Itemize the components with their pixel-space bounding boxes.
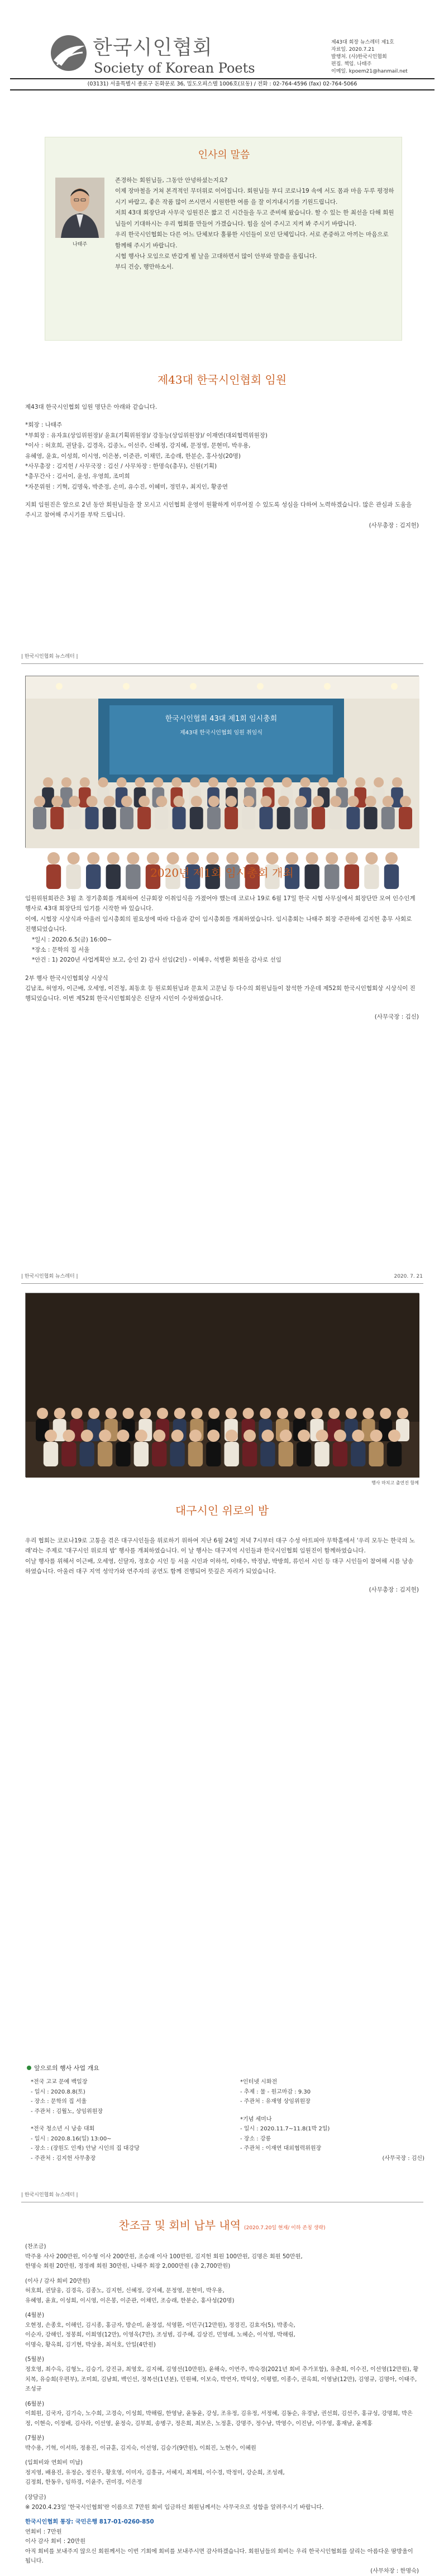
- person-head: [363, 1408, 374, 1419]
- person-figure: [50, 807, 64, 829]
- greeting-paragraph: 저희 43대 회장단과 사무국 임원진은 짧고 긴 시간들을 두고 준비해 왔습니다. 할 수 있는 한 최선을 다해 회원님들이 기대하시는 우리 협회를 만들어 가겠습니다. 힘을 실어 주시고 지켜 봐 주시기 바랍니다.: [115, 209, 394, 227]
- officers-line: *이사 : 허호희, 권달웅, 김경옥, 김종노, 이선주, 신혜정, 강지혜, 문정영, 문현미, 박우용,: [25, 442, 251, 450]
- donation-line: 이사 감사 회비 : 20만원: [25, 2539, 86, 2545]
- donation-line: 유혜영, 윤효, 이성희, 이시영, 이은봉, 이준관, 이채민, 조승래, 한분순, 홍사성(20명): [25, 2297, 235, 2304]
- logo-korean: 한국시인협회: [93, 36, 213, 59]
- donation-line: 한명숙 회원 20만원, 정정례 회원 30만원, 나태주 회장 2,000만원 (총 2,700만원): [25, 2263, 231, 2270]
- schedule-line: - 일시 : 2020.8.8(토): [31, 2088, 85, 2095]
- donation-line: 정호영, 최수옥, 김형노, 김승기, 강진규, 최영호, 김지혜, 김영선(10만원), 윤해숙, 이연주, 박숙경(2021년 회비 추가포함), 유춘희, 이수진, 이선영(12만원), 황치복, 유승희(우편부), 조미희, 김남희, 백인선, 정복선(1년분), 민원혜, 이보숙, 박연자, 박덕상, 이평렬, 이종수, 권옥희, 이영남(12만), 김영규, 김명아, 이태주, 조성규: [25, 2367, 419, 2393]
- person-figure: [294, 807, 308, 829]
- donation-line: 아직 회비를 보내주지 않으신 회원께서는 이번 기회에 회비를 보내주시면 감사하겠습니다. 회원님들의 회비는 우리 한국시인협회를 살리는 아름다운 땀방울이 됩니다.: [25, 2548, 413, 2565]
- person-head: [80, 777, 90, 787]
- person-figure: [314, 1442, 329, 1466]
- person-figure: [188, 1442, 203, 1466]
- officers-line: *회장 : 나태주: [25, 422, 63, 429]
- person-head: [171, 777, 182, 787]
- bullet-dot-icon: [27, 2066, 31, 2070]
- person-head: [54, 1408, 65, 1419]
- schedule-line: *전국 청소년 시 낭송 대회: [31, 2126, 95, 2132]
- person-figure: [224, 1442, 238, 1466]
- person-head: [226, 1430, 238, 1442]
- person-head: [346, 1408, 357, 1419]
- person-head: [34, 796, 45, 807]
- person-figure: [297, 1442, 311, 1466]
- person-head: [226, 796, 237, 807]
- person-head: [207, 1430, 219, 1442]
- person-figure: [351, 1442, 365, 1466]
- person-head: [295, 796, 307, 807]
- person-head: [330, 796, 341, 807]
- person-head: [260, 1408, 271, 1419]
- person-head: [87, 852, 99, 864]
- schedule-line: - 일시 : 2020.8.16(일) 13:00~: [31, 2135, 112, 2142]
- photo-caption: 행사 마치고 출연진 함께: [371, 1480, 419, 1485]
- donation-line: 허호희, 권달웅, 김경옥, 김종노, 김지헌, 신혜정, 강지혜, 문정영, 문현미, 박우용,: [25, 2288, 225, 2295]
- person-figure: [346, 807, 360, 829]
- banner-subtitle: 제43대 한국시인협회 임원 취임식: [180, 730, 262, 736]
- person-head: [207, 852, 219, 864]
- person-figure: [381, 807, 395, 829]
- officers-line: *자문위원 : 기혁, 김명욱, 박준정, 손미, 유수진, 이혜미, 정민우, 최지인, 황종연: [25, 483, 228, 490]
- donation-line: (이사 / 감사 회비 20만원): [25, 2278, 90, 2285]
- daegu-body: [25, 1536, 419, 1595]
- schedule-line: - 장소 : (장원도 인재) 안남 시인의 집 대강당: [31, 2145, 140, 2152]
- person-head: [208, 796, 219, 807]
- donation-line: ※ 2020.4.23일 '한국시인협회'란 이름으로 7만원 회비 입금하신 회원님께서는 사무국으로 성함을 알려주시기 바랍니다.: [25, 2504, 324, 2511]
- group-photo-icon: [26, 676, 419, 848]
- person-head: [147, 852, 159, 864]
- person-figure: [399, 807, 412, 829]
- person-figure: [98, 1442, 112, 1466]
- person-head: [45, 1430, 57, 1442]
- meeting-signature: (사무국장 : 김신): [374, 1013, 419, 1020]
- person-figure: [387, 1442, 402, 1466]
- person-head: [388, 1430, 400, 1442]
- person-figure: [33, 807, 46, 829]
- person-head: [98, 777, 108, 787]
- person-head: [191, 796, 202, 807]
- person-figure: [312, 807, 325, 829]
- person-head: [140, 1408, 151, 1419]
- schedule-line: - 주관처 : 김지헌 사무총장: [31, 2155, 96, 2162]
- person-head: [157, 1408, 168, 1419]
- person-figure: [170, 1442, 184, 1466]
- person-figure: [68, 807, 81, 829]
- person-head: [123, 1408, 134, 1419]
- person-head: [51, 796, 63, 807]
- person-head: [167, 852, 179, 864]
- person-figure: [155, 807, 168, 829]
- donation-title: 찬조금 및 회비 납부 내역: [118, 2219, 241, 2232]
- person-head: [300, 777, 311, 787]
- person-head: [346, 852, 358, 864]
- donation-subtitle: (2020.7.20일 현재/ 이하 존칭 생략): [244, 2225, 326, 2231]
- person-portrait-icon: [55, 178, 104, 238]
- person-head: [306, 852, 318, 864]
- person-head: [37, 1408, 48, 1419]
- person-head: [397, 1408, 408, 1419]
- schedule-line: *기념 세미나: [240, 2116, 272, 2123]
- person-head: [189, 1430, 202, 1442]
- person-head: [208, 1408, 219, 1419]
- person-head: [63, 1430, 75, 1442]
- person-head: [208, 777, 218, 787]
- schedule-line: - 장소 : 문학의 집 서울: [31, 2099, 87, 2105]
- person-head: [61, 777, 71, 787]
- greeting-paragraph: 시협 행사나 모임으로 반갑게 뵐 날을 고대하면서 많이 안부와 말씀을 올립니다.: [115, 252, 317, 260]
- section-divider: [21, 1283, 423, 1284]
- person-head: [226, 852, 238, 864]
- donation-line: (사무차장 : 한명숙): [370, 2568, 419, 2574]
- officers-body: [25, 402, 419, 531]
- person-head: [153, 777, 163, 787]
- photo-caption: 나태주: [72, 242, 88, 247]
- issue-line: 제43대 회장 뉴스레터 제1호: [331, 40, 394, 45]
- donation-line: 연회비 : 7만원: [25, 2529, 62, 2535]
- contact-bar: (03131) 서울특별시 종로구 돈화문로 36, 밀도오피스텔 1006호(묘동) / 전화 : 02-764-4596 (fax) 02-764-5066: [10, 78, 435, 90]
- schedule-signature: (사무국장 : 김신): [382, 2155, 424, 2162]
- donation-line: (입회비와 연회비 미납): [25, 2460, 83, 2467]
- person-head: [171, 1430, 184, 1442]
- daegu-signature: (사무총장 : 김지헌): [369, 1586, 419, 1593]
- meeting-line: 이에, 시협장 시상식과 아울러 임시총회의 필요성에 따라 다음과 같이 임시총회를 개최하였습니다. 임시총회는 나태주 회장 주관하에 김지헌 총무 사회로 진행되었습니다.: [25, 915, 412, 933]
- person-head: [187, 852, 199, 864]
- person-figure: [85, 807, 99, 829]
- person-head: [261, 1430, 274, 1442]
- donation-line: (4월분): [25, 2312, 45, 2319]
- person-figure: [134, 1442, 149, 1466]
- person-figure: [44, 1442, 58, 1466]
- officers-line: 지회 임원진은 앞으로 2년 동안 회원님들을 잘 모시고 시인협회 운영이 원활하게 이루어질 수 있도록 성심을 다하여 노력하겠습니다. 많은 관심과 도움을 주시고 참여해 주시기를 부탁 드립니다.: [25, 501, 412, 519]
- person-head: [107, 852, 120, 864]
- donation-line: 이순자, 강해인, 정봉희, 이희영(12만), 이영욱(7만), 조성범, 김주혜, 김상진, 민영래, 노혜순, 이석영, 박해림,: [25, 2332, 295, 2339]
- logo-mark-icon: [49, 34, 88, 73]
- person-figure: [120, 807, 133, 829]
- donation-line: 박주용 사사 200만원, 이수형 이사 200만원, 조승래 이사 100만원, 김지헌 회원 100만원, 김명은 회원 50만원,: [25, 2253, 303, 2260]
- person-head: [156, 796, 167, 807]
- person-head: [374, 777, 384, 787]
- officers-line: 유혜영, 윤효, 이성희, 이시영, 이은봉, 이준관, 이채민, 조승래, 한분순, 홍사성(20명): [25, 452, 241, 460]
- schedule-right: [240, 2077, 424, 2163]
- person-head: [174, 1408, 185, 1419]
- person-head: [264, 777, 274, 787]
- person-figure: [259, 807, 273, 829]
- person-head: [278, 796, 289, 807]
- person-head: [121, 796, 132, 807]
- person-head: [365, 852, 378, 864]
- officers-line: 제43대 한국시인협회 임원 명단은 아래와 같습니다.: [25, 404, 157, 410]
- schedule-line: - 추제 : 물 - 원고마감 : 9.30: [240, 2088, 311, 2095]
- issue-line: 이메일. kpoem21@hanmail.net: [331, 69, 408, 75]
- person-head: [355, 777, 365, 787]
- donation-line: 정지영, 배용진, 유정순, 정진우, 황호영, 이미자, 김흥규, 서혜지, 최계희, 이수경, 박정미, 강순희, 조성례,: [25, 2469, 285, 2476]
- person-head: [318, 777, 328, 787]
- officers-line: *부회장 : 유자효(상임위원장)/ 윤효(기획위원장)/ 강동능(상임위원장)/ 이재연(대외협력위원장): [25, 432, 268, 439]
- issue-line: 자료일. 2020.7.21: [331, 47, 375, 53]
- person-head: [365, 796, 376, 807]
- issue-line: 편집. 책임. 나태주: [331, 61, 372, 68]
- person-head: [337, 777, 347, 787]
- person-head: [68, 852, 80, 864]
- greeting-paragraph: 우리 한국시인협회는 다른 어느 단체보다 훌륭한 시인들이 모인 단체입니다. 서로 존중하고 아끼는 마음으로 함께해 주시기 바랍니다.: [115, 231, 389, 249]
- officers-line: *사무총장 : 김지헌 / 사무국장 : 김신 / 사무차장 : 한명숙(총무), 신원(기획): [25, 462, 217, 470]
- person-head: [326, 852, 338, 864]
- person-figure: [225, 807, 238, 829]
- donation-line: (5월분): [25, 2357, 45, 2363]
- person-head: [380, 1408, 391, 1419]
- donation-line: 박수용, 기혁, 이서하, 정용진, 이규훈, 김지숙, 이선영, 김승기(9만원), 이희진, 노현수, 이혜원: [25, 2445, 256, 2451]
- donation-line: 이희원, 김국자, 김기숙, 노수희, 고경숙, 이성희, 박해림, 한영남, 윤동윤, 강성, 조유정, 김유정, 서정혜, 김동순, 유경남, 권선희, 김선주, 홍규성, 강명희, 박은정, 이현숙, 이정배, 김사라, 이선영, 윤정숙, 김부희, 송병구, 정은희, 최보은, 노정훈, 강명주, 정수남, 박영수, 이진남, 이주영, 홍재남, 윤계홍: [25, 2411, 413, 2427]
- schedule-line: *인터넷 시화전: [240, 2079, 278, 2085]
- person-head: [99, 1430, 111, 1442]
- meeting-photo: [25, 676, 419, 848]
- person-head: [316, 1430, 328, 1442]
- person-head: [313, 796, 324, 807]
- person-head: [392, 777, 402, 787]
- greeting-box: [45, 137, 402, 341]
- person-figure: [207, 807, 221, 829]
- section-date: 2020. 7. 21: [394, 1274, 423, 1279]
- person-head: [334, 1430, 346, 1442]
- banner-title: 한국시인협회 43대 제1회 임시총회: [165, 715, 278, 723]
- donation-line: (장담금): [25, 2494, 46, 2501]
- president-photo: [55, 178, 104, 238]
- schedule-line: - 장소 : 강릉: [240, 2135, 271, 2142]
- donation-line: 오현정, 손종호, 이해인, 김시종, 홍금자, 방순미, 윤정섭, 석영환, 이민구(12만원), 정경진, 김효자(5), 박종숙,: [25, 2322, 295, 2329]
- donation-line: (찬조금): [25, 2244, 46, 2250]
- donation-title-row: [0, 2217, 444, 2234]
- person-head: [311, 1408, 322, 1419]
- section-tag: | 한국시인협회 뉴스레터 |: [21, 2192, 78, 2198]
- person-head: [347, 796, 359, 807]
- person-head: [81, 1430, 93, 1442]
- person-head: [47, 852, 60, 864]
- stage-photo-icon: [26, 1293, 419, 1478]
- logo: [49, 34, 284, 76]
- person-head: [106, 1408, 117, 1419]
- person-head: [226, 1408, 237, 1419]
- meeting-line: *일시 : 2020.6.5(금) 16:00~: [32, 936, 112, 943]
- person-head: [139, 796, 150, 807]
- person-head: [385, 852, 398, 864]
- donation-line: 이명숙, 황옥희, 김기현, 박상용, 최석호, 안일(4만원): [25, 2341, 156, 2348]
- person-head: [127, 852, 139, 864]
- meeting-line: 김남조, 허영자, 이근배, 오세영, 이건청, 최동호 등 원로회원님과 문효치 고문님 등 다수의 회원님들이 참석한 가운데 제52회 한국시인협회상 시상식이 진행되었습니다. 이번 제52회 한국시인협회상은 신달자 시인이 수상하였습니다.: [25, 985, 416, 1002]
- person-figure: [173, 807, 186, 829]
- section-divider: [21, 663, 423, 664]
- greeting-paragraph: 부디 건승, 행만하소서.: [115, 264, 174, 271]
- person-head: [190, 777, 200, 787]
- person-head: [294, 1408, 305, 1419]
- daegu-photo: [25, 1293, 419, 1477]
- person-head: [328, 1408, 340, 1419]
- schedule-line: - 주관처 : 김월노, 상임위원장: [31, 2108, 103, 2115]
- person-head: [135, 1430, 147, 1442]
- schedule-heading: [27, 2063, 99, 2073]
- person-head: [243, 1408, 254, 1419]
- person-figure: [279, 1442, 293, 1466]
- donation-body: [25, 2242, 419, 2576]
- person-head: [174, 796, 185, 807]
- issue-info: [331, 39, 429, 75]
- person-head: [246, 852, 259, 864]
- person-figure: [137, 807, 151, 829]
- person-head: [400, 796, 411, 807]
- person-head: [117, 1430, 129, 1442]
- person-figure: [333, 1442, 347, 1466]
- donation-line: (6월분): [25, 2401, 45, 2407]
- person-head: [280, 1430, 292, 1442]
- person-head: [69, 796, 80, 807]
- daegu-title: 대구시인 위로의 밤: [175, 1504, 269, 1517]
- person-head: [286, 852, 298, 864]
- person-figure: [242, 807, 255, 829]
- person-head: [87, 796, 98, 807]
- person-head: [191, 1408, 202, 1419]
- section-tag: | 한국시인협회 뉴스레터 |: [21, 654, 78, 659]
- person-head: [43, 777, 53, 787]
- person-head: [260, 796, 271, 807]
- person-figure: [61, 1442, 76, 1466]
- schedule-line: - 주관처 : 이재연 대외협력위원장: [240, 2145, 322, 2152]
- person-head: [117, 777, 127, 787]
- person-head: [370, 1430, 383, 1442]
- person-head: [298, 1430, 310, 1442]
- person-figure: [260, 1442, 275, 1466]
- donation-line: (7월분): [25, 2435, 45, 2442]
- greeting-paragraph: 이제 장마철을 거쳐 본격적인 무더위로 이어집니다. 회원님들 부디 코로나19 속에 서도 몸과 마음 두루 평정하시기 바랍고, 좋은 작품 많이 쓰시면서 시원한한 여름 을 잘 이겨내시기를 기원드립니다.: [115, 188, 394, 205]
- schedule-heading-text: 앞으로의 행사 사업 개요: [34, 2064, 99, 2072]
- person-figure: [329, 807, 342, 829]
- person-figure: [364, 807, 378, 829]
- meeting-line: 2부 행사 한국시인협회상 시상식: [25, 974, 108, 982]
- greeting-title: 인사의 말씀: [198, 149, 250, 161]
- logo-english: Society of Korean Poets: [94, 60, 255, 76]
- schedule-line: - 주관처 : 유재영 상임위원장: [240, 2099, 311, 2105]
- section-tag: | 한국시인협회 뉴스레터 |: [21, 1274, 78, 1279]
- person-head: [88, 1408, 99, 1419]
- person-figure: [369, 1442, 383, 1466]
- meeting-line: *장소 : 문학의 집 서울: [32, 946, 90, 953]
- person-figure: [116, 1442, 130, 1466]
- person-figure: [206, 1442, 221, 1466]
- person-figure: [103, 807, 116, 829]
- donation-line: 김정희, 한동우, 임하경, 이윤주, 권미경, 이은정: [25, 2479, 142, 2486]
- person-head: [352, 1430, 364, 1442]
- issue-line: 발행처. (사)한국시인협회: [331, 54, 387, 60]
- meeting-line: 임원위원회관은 3월 초 정기총회를 개최하여 신규회장 이취임식을 가졌어야 했는데 코로나 19로 6월 17일 한국 시협 사무실에서 회장단만 모여 인수인계 행사로 43대 회장단의 임기를 시작한 바 있습니다.: [25, 895, 416, 912]
- person-head: [245, 777, 255, 787]
- person-head: [243, 796, 254, 807]
- officers-signature: (사무총장 : 김지헌): [369, 522, 419, 529]
- person-figure: [152, 1442, 166, 1466]
- masthead: [10, 0, 435, 76]
- person-figure: [242, 1442, 257, 1466]
- schedule-line: *전국 고교 문예 백일장: [31, 2079, 88, 2085]
- person-head: [153, 1430, 165, 1442]
- officers-title: 제43대 한국시인협회 임원: [157, 373, 287, 386]
- person-head: [104, 796, 115, 807]
- person-figure: [190, 807, 203, 829]
- meeting-title: 2020년 제1회 임시총회 개최: [150, 866, 294, 880]
- person-head: [383, 796, 394, 807]
- daegu-line: 우리 협회는 코로나19로 고통을 겪은 대구시인들을 위로하기 위하여 지난 6월 24일 저녁 7시부터 대구 수성 아트피아 무학홀에서 '우리 모두는 한국의 노래'라는 주제로 '대구시인 위로의 밤' 행사를 개최하였습니다. 이 날 행사는 대구지역 시인들과 한국시인협회 임원진이 함께하였습니다.: [25, 1537, 416, 1555]
- person-head: [282, 777, 292, 787]
- schedule-left: [31, 2077, 215, 2163]
- greeting-paragraph: 존경하는 회원님들, 그동안 안녕하셨는지요?: [115, 177, 228, 184]
- meeting-body: [25, 893, 419, 1022]
- person-head: [135, 777, 145, 787]
- person-head: [71, 1408, 82, 1419]
- meeting-line: *안건 : 1) 2020년 사업계획안 보고, 승인 2) 감사 선임(2인) - 이혜우, 석병환 회원을 감사로 선임: [32, 957, 281, 964]
- daegu-line: 이날 행사를 위해서 이근배, 오세영, 신달자, 정호승 시인 등 서울 시인과 이하석, 이태수, 박정남, 박방희, 류인서 시인 등 대구 시인들이 참여해 시를 낭송하였습니다. 아울러 대구 지역 성악가와 연주자의 공연도 함께 진행되어 뜻깊은 자리가 되었습니다.: [25, 1557, 414, 1575]
- officers-line: *총무간사 : 김서이, 윤성, 우영희, 조미희: [25, 473, 130, 480]
- person-head: [266, 852, 278, 864]
- person-figure: [277, 807, 290, 829]
- person-head: [277, 1408, 288, 1419]
- schedule-line: - 일시 : 2020.11.7~11.8(1박 2일): [240, 2126, 330, 2132]
- donation-line: 한국시인협회 통장: 국민은행 817-01-0260-850: [25, 2519, 154, 2526]
- person-figure: [80, 1442, 94, 1466]
- person-head: [244, 1430, 256, 1442]
- person-head: [227, 777, 237, 787]
- greeting-text: [115, 175, 394, 273]
